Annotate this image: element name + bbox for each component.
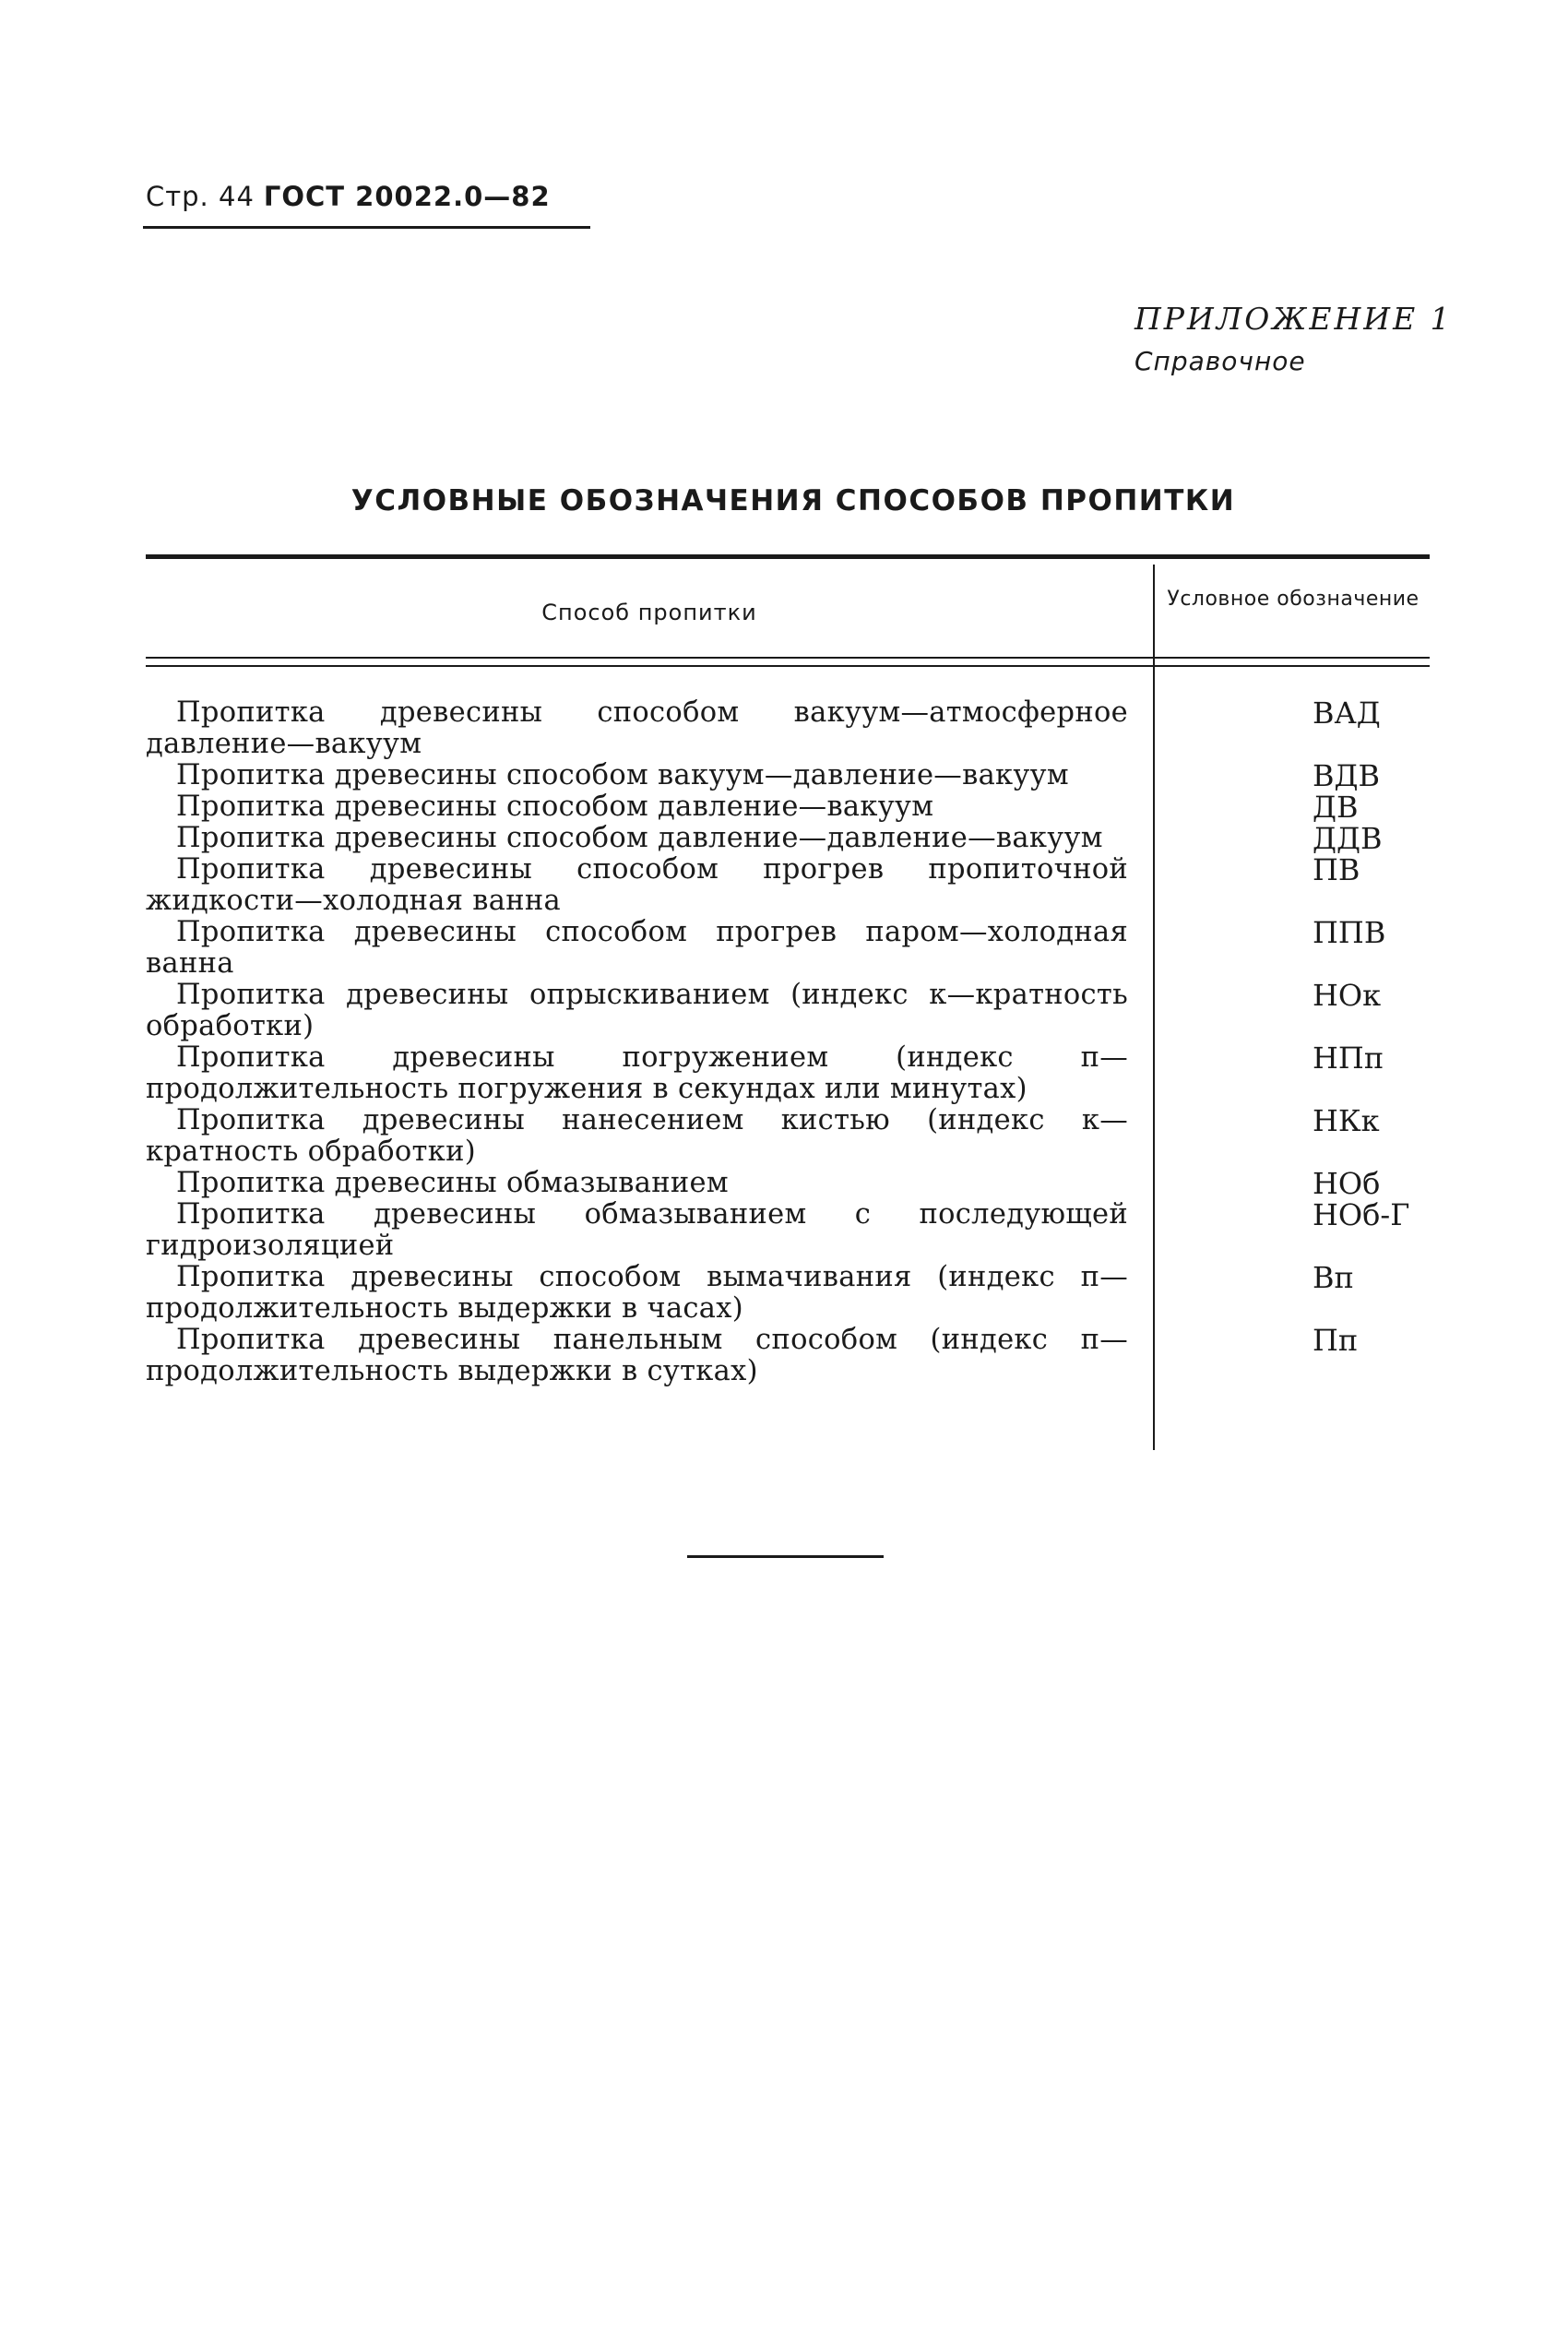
table-row <box>146 791 1430 823</box>
header-rule <box>143 226 590 229</box>
end-of-section-rule <box>687 1555 884 1558</box>
method-cell: Пропитка древесины опрыскиванием (индекс к—кратность обработки) <box>146 979 1128 1042</box>
table-body <box>146 697 1430 1387</box>
table-row <box>146 697 1430 760</box>
table-row <box>146 1168 1430 1199</box>
table-row <box>146 760 1430 791</box>
code-cell: Вп <box>1313 1260 1354 1295</box>
method-cell: Пропитка древесины обмазыванием <box>176 1167 729 1199</box>
table-row <box>146 1262 1430 1325</box>
code-cell: ВДВ <box>1313 758 1381 793</box>
table-row <box>146 1042 1430 1105</box>
appendix-title: ПРИЛОЖЕНИЕ 1 <box>1134 301 1453 337</box>
code-cell: ПВ <box>1313 852 1360 887</box>
code-cell: ППВ <box>1313 915 1386 950</box>
table-header-rule-double <box>146 665 1430 667</box>
method-cell: Пропитка древесины панельным способом (индекс п—продолжительность выдержки в сутках) <box>146 1324 1128 1387</box>
method-cell: Пропитка древесины способом вакуум—давление—вакуум <box>176 759 1069 791</box>
code-cell: ВАД <box>1313 696 1381 731</box>
method-cell: Пропитка древесины погружением (индекс п—продолжительность погружения в секундах или минутах) <box>146 1041 1128 1105</box>
code-cell: НПп <box>1313 1041 1384 1076</box>
method-cell: Пропитка древесины нанесением кистью (индекс к—кратность обработки) <box>146 1104 1128 1168</box>
standard-number: ГОСТ 20022.0—82 <box>263 181 551 212</box>
document-title: УСЛОВНЫЕ ОБОЗНАЧЕНИЯ СПОСОБОВ ПРОПИТКИ <box>350 484 1236 517</box>
code-cell: ДДВ <box>1313 821 1383 856</box>
table-row <box>146 1325 1430 1387</box>
table-row <box>146 917 1430 980</box>
method-cell: Пропитка древесины способом давление—давление—вакуум <box>176 822 1103 854</box>
code-cell: НОк <box>1313 978 1382 1013</box>
code-cell: Пп <box>1313 1323 1359 1358</box>
method-cell: Пропитка древесины способом вымачивания (индекс п—продолжительность выдержки в часах) <box>146 1261 1128 1325</box>
table-header-rule <box>146 657 1430 659</box>
column-header-code: Условное обозначение <box>1167 588 1420 611</box>
table-row <box>146 823 1430 854</box>
method-cell: Пропитка древесины способом давление—вакуум <box>176 791 934 823</box>
table-top-rule <box>146 554 1430 559</box>
method-cell: Пропитка древесины способом вакуум—атмосферное давление—вакуум <box>146 696 1128 760</box>
method-cell: Пропитка древесины обмазыванием с последующей гидроизоляцией <box>146 1198 1128 1262</box>
code-cell: НОб <box>1313 1166 1381 1201</box>
page-number: Стр. 44 <box>146 181 255 212</box>
code-cell: НОб-Г <box>1313 1197 1410 1232</box>
table-row <box>146 980 1430 1042</box>
code-cell: ДВ <box>1313 790 1359 825</box>
appendix-subtitle: Справочное <box>1134 346 1306 376</box>
code-cell: НКк <box>1313 1103 1380 1138</box>
column-header-method: Способ пропитки <box>541 600 757 625</box>
table-row <box>146 1105 1430 1168</box>
method-cell: Пропитка древесины способом прогрев пропиточной жидкости—холодная ванна <box>146 853 1128 917</box>
table-row <box>146 854 1430 917</box>
table-row <box>146 1199 1430 1262</box>
method-cell: Пропитка древесины способом прогрев паром—холодная ванна <box>146 916 1128 980</box>
page-header <box>146 181 551 212</box>
